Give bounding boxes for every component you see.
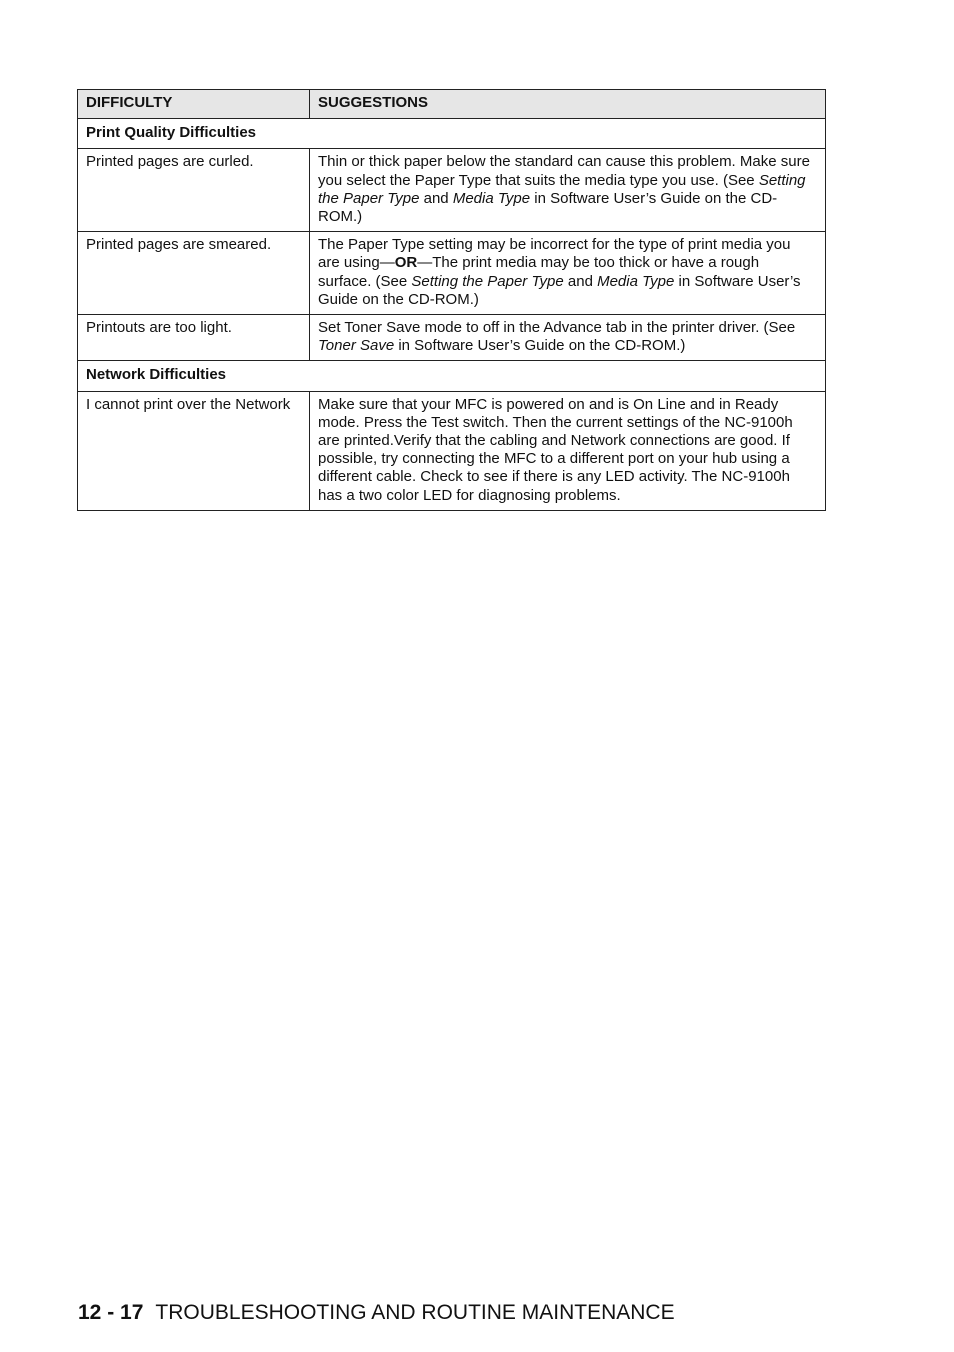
suggestion-text: The Paper Type setting may be incorrect for the type of print media you are using— (318, 236, 791, 272)
suggestion-text: in Software User’s Guide on the CD-ROM.) (318, 189, 778, 226)
table-row-light (78, 315, 826, 361)
table-row-smeared (78, 232, 826, 315)
difficulty-cell: Printouts are too light. (78, 315, 310, 361)
suggestion-text: Set Toner Save mode to off in the Advance tab in the printer driver. (See (318, 319, 796, 337)
header-difficulty: DIFFICULTY (78, 90, 310, 119)
troubleshooting-table (77, 89, 826, 511)
suggestion-cell (310, 391, 826, 510)
section-title-network: Network Difficulties (78, 361, 826, 391)
difficulty-cell: Printed pages are smeared. (78, 232, 310, 315)
reference-title: Toner Save (318, 337, 395, 355)
section-row-network (78, 361, 826, 391)
reference-title: Media Type (452, 189, 531, 207)
suggestion-text: in Software User’s Guide on the CD-ROM.) (318, 272, 801, 308)
reference-title: Setting the Paper Type (411, 272, 564, 290)
table-header-row (78, 90, 826, 119)
table-row-curled (78, 149, 826, 232)
page-number: 12 - 17 (78, 1301, 144, 1324)
header-suggestions: SUGGESTIONS (310, 90, 826, 119)
suggestion-text: —The print media may be too thick or have a rough surface. (See (318, 254, 760, 290)
section-row-print-quality (78, 119, 826, 149)
chapter-title: TROUBLESHOOTING AND ROUTINE MAINTENANCE (155, 1301, 675, 1324)
table-row-network (78, 391, 826, 510)
reference-title: Setting the Paper Type (318, 171, 806, 207)
or-emphasis: OR (394, 254, 418, 272)
page-footer (78, 1300, 675, 1326)
suggestion-cell (310, 232, 826, 315)
suggestion-text: in Software User’s Guide on the CD-ROM.) (394, 337, 686, 355)
reference-title: Media Type (597, 272, 675, 290)
suggestion-cell (310, 149, 826, 232)
suggestion-text: Make sure that your MFC is powered on and is On Line and in Ready mode. Press the Test switch. Then the current settings of the NC-9100h are printed.Verify that the cabling and Network connections are good. If possible, try connecting the MFC to a different port on your hub using a different cable. Check to see if there is any LED activity. The NC-9100h has a two color LED for diagnosing problems. (318, 395, 793, 504)
suggestion-text: and (419, 189, 453, 207)
suggestion-cell (310, 315, 826, 361)
difficulty-cell: Printed pages are curled. (78, 149, 310, 232)
suggestion-text: Thin or thick paper below the standard can cause this problem. Make sure you select the Paper Type that suits the media type you use. (See (318, 153, 810, 189)
difficulty-cell: I cannot print over the Network (78, 391, 310, 510)
section-title-print-quality: Print Quality Difficulties (78, 119, 826, 149)
suggestion-text: and (563, 272, 598, 290)
